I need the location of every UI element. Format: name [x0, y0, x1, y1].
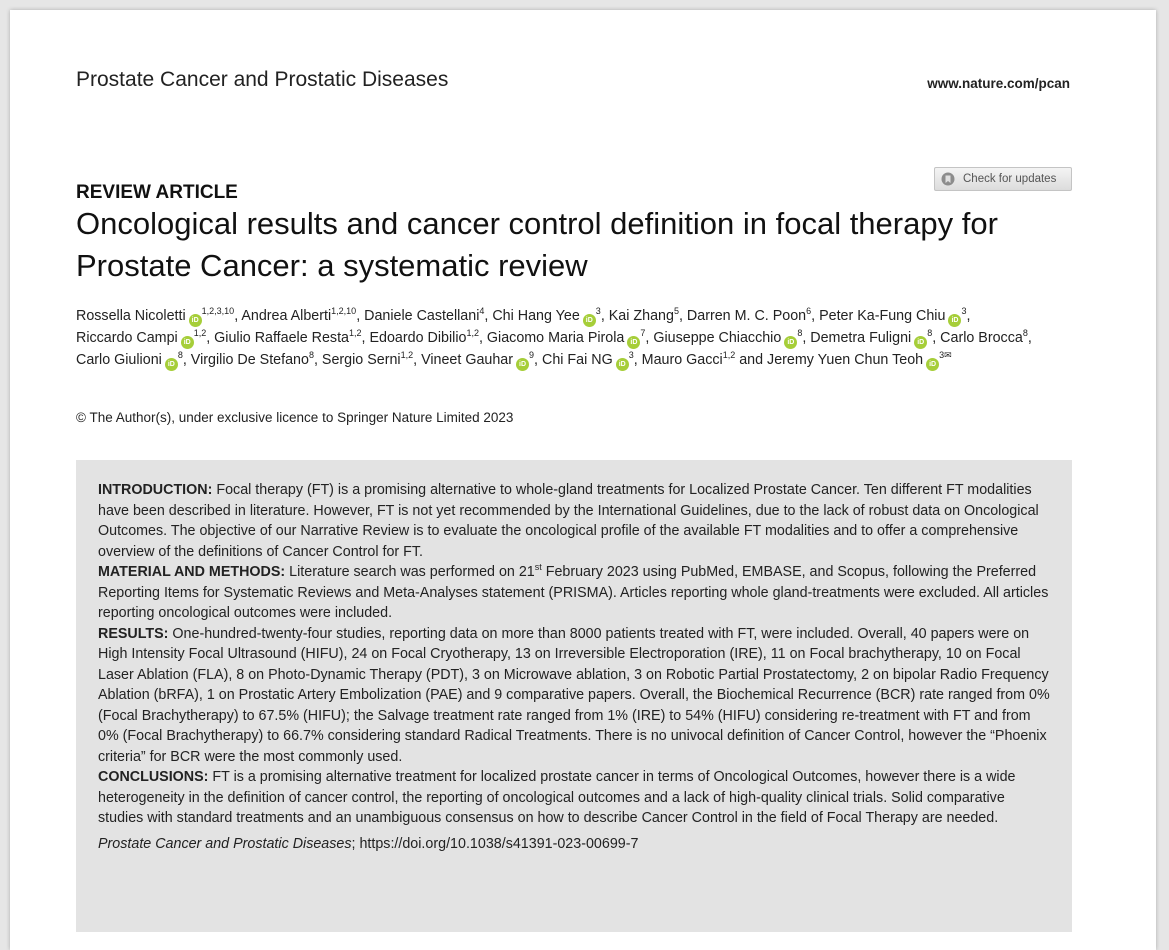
introduction-text: Focal therapy (FT) is a promising alternative to whole-gland treatments for Localized Prostate Cancer. Ten different FT modalities have been described in literature. However, FT is not yet recommended by the International Guidelines, due to the lack of robust data on Oncological Outcomes. The objective of our Narrative Review is to evaluate the oncological profile of the available FT modalities and to offer a comprehensive overview of the definitions of Cancer Control for FT. — [98, 482, 1039, 560]
author-name-text: Kai Zhang — [608, 308, 674, 324]
results-label: RESULTS: — [98, 625, 169, 642]
affiliation-numbers: 1,2 — [722, 350, 736, 360]
author-name[interactable] — [76, 330, 206, 346]
article-page — [10, 10, 1156, 950]
author-name-text: Edoardo Dibilio — [369, 330, 467, 346]
author-name-text: Daniele Castellani — [364, 308, 480, 324]
orcid-icon[interactable]: iD — [948, 314, 961, 327]
citation-doi-link[interactable]: ; https://doi.org/10.1038/s41391-023-00699-7 — [351, 835, 639, 852]
author-name[interactable] — [322, 352, 413, 368]
author-name-text: Peter Ka-Fung Chiu — [819, 308, 946, 324]
author-name-text: Jeremy Yuen Chun Teoh — [767, 352, 924, 368]
author-name[interactable] — [214, 330, 361, 346]
check-for-updates-button[interactable] — [934, 167, 1072, 191]
author-name[interactable] — [492, 308, 600, 324]
affiliation-numbers: 1,2,10 — [331, 306, 357, 316]
affiliation-numbers: 3 — [628, 350, 634, 360]
author-name[interactable] — [241, 308, 356, 324]
author-name-text: Giacomo Maria Pirola — [486, 330, 625, 346]
article-title: Oncological results and cancer control definition in focal therapy for Prostate Cancer: a systematic review — [76, 206, 998, 283]
affiliation-numbers: 4 — [479, 306, 485, 316]
author-name-text: Giuseppe Chiacchio — [653, 330, 782, 346]
abstract-conclusions — [98, 767, 1050, 829]
author-name-text: Mauro Gacci — [641, 352, 723, 368]
journal-url-link[interactable]: www.nature.com/pcan — [927, 76, 1070, 91]
author-name[interactable] — [369, 330, 478, 346]
results-text: One-hundred-twenty-four studies, reporting data on more than 8000 patients treated with FT, were included. Overall, 40 papers were on High Intensity Focal Ultrasound (HIFU), 24 on Focal Cryotherapy, 13 on Irreversible Electroporation (IRE), 11 on Focal brachytherapy, 10 on Focal Laser Ablation (FLA), 8 on Photo-Dynamic Therapy (PDT), 3 on Microwave ablation, 3 on Robotic Partial Prostatectomy, 2 on bipolar Radio Frequency Ablation (bRFA), 1 on Prostatic Artery Embolization (PAE) and 9 comparative papers. Overall, the Biochemical Recurrence (BCR) rate ranged from 0% (Focal Brachytherapy) to 67.5% (HIFU); the Salvage treatment rate ranged from 1% (IRE) to 54% (HIFU) considering re-treatment with FT and from 0% (Focal Brachytherapy) to 66.7% considering standard Radical Treatments. There is no univocal definition of Cancer Control, however the “Phoenix criteria” for BCR were the most commonly used. — [98, 625, 1050, 765]
author-name-text: Darren M. C. Poon — [686, 308, 807, 324]
author-name[interactable] — [767, 352, 952, 368]
author-name-text: Demetra Fuligni — [810, 330, 912, 346]
orcid-icon[interactable]: iD — [165, 358, 178, 371]
affiliation-numbers: 1,2,3,10 — [201, 306, 235, 316]
affiliation-numbers: 5 — [673, 306, 679, 316]
methods-text-start: Literature search was performed on 21 — [289, 564, 535, 580]
author-name[interactable] — [364, 308, 484, 324]
affiliation-numbers: 3✉ — [939, 350, 952, 360]
author-name[interactable] — [487, 330, 645, 346]
author-name-text: Carlo Giulioni — [76, 352, 162, 368]
affiliation-numbers: 8 — [1022, 328, 1028, 338]
orcid-icon[interactable]: iD — [914, 336, 927, 349]
author-name-text: Sergio Serni — [321, 352, 401, 368]
copyright-notice: © The Author(s), under exclusive licence to Springer Nature Limited 2023 — [76, 410, 514, 425]
affiliation-numbers: 1,2 — [349, 328, 362, 338]
author-name[interactable] — [421, 352, 534, 368]
author-name-text: Giulio Raffaele Resta — [214, 330, 350, 346]
orcid-icon[interactable]: iD — [181, 336, 194, 349]
author-name[interactable] — [191, 352, 314, 368]
affiliation-numbers: 8 — [927, 328, 933, 338]
author-name[interactable] — [810, 330, 932, 346]
author-name-text: Virgilio De Stefano — [190, 352, 309, 368]
author-name[interactable] — [76, 352, 183, 368]
affiliation-numbers: 6 — [806, 306, 812, 316]
conclusions-label: CONCLUSIONS: — [98, 769, 209, 785]
author-name-text: Carlo Brocca — [940, 330, 1023, 346]
orcid-icon[interactable]: iD — [784, 336, 797, 349]
abstract-box — [76, 460, 1072, 932]
affiliation-numbers: 3 — [961, 306, 967, 316]
affiliation-numbers: 1,2 — [400, 350, 414, 360]
author-name-text: Chi Hang Yee — [492, 308, 580, 324]
author-name[interactable] — [653, 330, 802, 346]
author-name-text: Chi Fai NG — [542, 352, 613, 368]
author-name[interactable] — [76, 308, 234, 324]
introduction-label: INTRODUCTION: — [98, 482, 213, 498]
author-list: Rossella Nicoletti iD$^{1,2,3,10}$, Andrea Alberti$^{1,2,10}$, Daniele Castellani$^4$, Chi Hang Yee $iD^3$, Kai Zhang$^5$, Darren M. C. Poon$^6$, Peter Ka-Fung Chiu $iD^3$, Riccardo Campi iD$^{1,2}$, Giulio Raffaele Resta$^{1,2}$, Edoardo Dibilio$^{1,2}$, Giacomo Maria Pirola $iD^7$, Giuseppe Chiacchio $iD^8$, Demetra Fuligni $iD^8$, Carlo Brocca$^8$, Carlo Giulioni $iD^8$, Virgilio De Stefano$^8$, Sergio Serni$^{1,2}$, Vineet Gauhar $iD^9$, Chi Fai NG $iD^3$, Mauro Gacci$^{1,2}$ and Jeremy Yuen Chun Teoh $iD^{3✉}$ — [76, 305, 1076, 371]
author-name-text: Rossella Nicoletti — [76, 308, 186, 324]
author-name-text: Riccardo Campi — [76, 330, 178, 346]
affiliation-numbers: 1,2 — [193, 328, 207, 338]
abstract-introduction — [98, 480, 1050, 562]
author-name[interactable] — [819, 308, 966, 324]
methods-ordinal-suffix: st — [534, 562, 542, 572]
abstract-methods — [98, 562, 1050, 624]
methods-text-end: February 2023 using PubMed, EMBASE, and Scopus, following the Preferred Reporting Items for Systematic Reviews and Meta-Analyses statement (PRISMA). Articles reporting whole gland-treatments were excluded. All articles reporting oncological outcomes were included. — [98, 564, 1049, 621]
affiliation-numbers: 8 — [177, 350, 183, 360]
author-name[interactable] — [940, 330, 1028, 346]
author-name[interactable] — [609, 308, 679, 324]
article-type: REVIEW ARTICLE — [76, 182, 238, 203]
journal-name: Prostate Cancer and Prostatic Diseases — [76, 68, 449, 91]
orcid-icon[interactable]: iD — [926, 358, 939, 371]
author-name-text: Vineet Gauhar — [421, 352, 514, 368]
author-name[interactable] — [687, 308, 811, 324]
affiliation-numbers: 3 — [595, 306, 601, 316]
affiliation-numbers: 7 — [640, 328, 646, 338]
author-name-text: Andrea Alberti — [241, 308, 332, 324]
orcid-icon[interactable]: iD — [516, 358, 529, 371]
methods-label: MATERIAL AND METHODS: — [98, 564, 286, 580]
affiliation-numbers: 8 — [308, 350, 314, 360]
check-updates-icon — [941, 172, 955, 186]
orcid-icon[interactable]: iD — [616, 358, 629, 371]
conclusions-text: FT is a promising alternative treatment for localized prostate cancer in terms of Oncological Outcomes, however there is a wide heterogeneity in the definition of cancer control, the reporting of oncological outcomes and a lack of high-quality clinical trials. Solid comparative studies with standard treatments and an unambiguous consensus on how to describe Cancer Control in the field of Focal Therapy are needed. — [98, 769, 1016, 826]
orcid-icon[interactable]: iD — [189, 314, 202, 327]
orcid-icon[interactable]: iD — [583, 314, 596, 327]
affiliation-numbers: 8 — [797, 328, 803, 338]
author-name[interactable] — [642, 352, 736, 368]
citation-journal: Prostate Cancer and Prostatic Diseases — [98, 835, 352, 852]
affiliation-numbers: 9 — [529, 350, 535, 360]
citation — [98, 834, 1050, 855]
author-name[interactable] — [542, 352, 634, 368]
affiliation-numbers: 1,2 — [466, 328, 479, 338]
check-updates-label: Check for updates — [963, 173, 1057, 185]
orcid-icon[interactable]: iD — [627, 336, 640, 349]
abstract-results — [98, 624, 1050, 768]
